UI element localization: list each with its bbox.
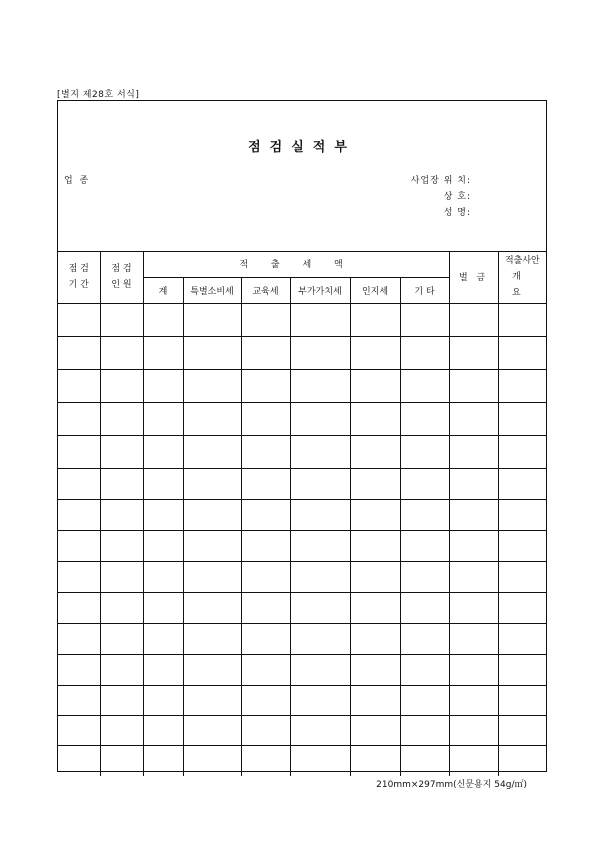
table-cell[interactable]: [449, 530, 498, 561]
table-row: [58, 336, 546, 369]
table-cell[interactable]: [100, 715, 143, 745]
table-cell[interactable]: [143, 654, 183, 685]
table-row: [58, 530, 546, 561]
table-cell[interactable]: [100, 468, 143, 499]
table-cell[interactable]: [143, 468, 183, 499]
table-cell[interactable]: [100, 499, 143, 530]
table-row: [58, 303, 546, 336]
table-cell[interactable]: [498, 369, 546, 402]
table-cell[interactable]: [400, 435, 449, 468]
table-cell[interactable]: [290, 561, 350, 592]
business-location-label: 사업장 위 치:: [410, 176, 471, 186]
header-special-consumption-tax: 특별소비세: [183, 277, 241, 303]
page-title: 점검실적부: [248, 140, 356, 155]
table-cell[interactable]: [100, 623, 143, 654]
table-cell[interactable]: [100, 592, 143, 623]
table-cell[interactable]: [290, 745, 350, 776]
table-cell[interactable]: [400, 303, 449, 336]
header-detection-summary: 적출사안 개 요: [498, 251, 546, 303]
table-row: [58, 685, 546, 715]
header-vat: 부가가치세: [290, 277, 350, 303]
table-cell[interactable]: [143, 303, 183, 336]
table-cell[interactable]: [58, 402, 100, 435]
table-cell[interactable]: [350, 303, 400, 336]
table-cell[interactable]: [350, 685, 400, 715]
table-cell[interactable]: [58, 592, 100, 623]
table-cell[interactable]: [449, 654, 498, 685]
table-cell[interactable]: [400, 561, 449, 592]
table-cell[interactable]: [183, 685, 241, 715]
table-cell[interactable]: [143, 499, 183, 530]
table-cell[interactable]: [58, 530, 100, 561]
table-cell[interactable]: [290, 402, 350, 435]
table-row: [58, 654, 546, 685]
table-cell[interactable]: [241, 303, 290, 336]
table-cell[interactable]: [100, 654, 143, 685]
table-cell[interactable]: [241, 435, 290, 468]
table-cell[interactable]: [449, 303, 498, 336]
table-cell[interactable]: [183, 499, 241, 530]
header-stamp-tax: 인지세: [350, 277, 400, 303]
table-cell[interactable]: [100, 561, 143, 592]
table-cell[interactable]: [498, 745, 546, 776]
table-cell[interactable]: [290, 715, 350, 745]
table-cell[interactable]: [498, 336, 546, 369]
table-cell[interactable]: [290, 369, 350, 402]
table-cell[interactable]: [241, 561, 290, 592]
table-cell[interactable]: [183, 530, 241, 561]
table-cell[interactable]: [241, 745, 290, 776]
table-cell[interactable]: [241, 402, 290, 435]
table-cell[interactable]: [143, 745, 183, 776]
table-cell[interactable]: [100, 369, 143, 402]
table-cell[interactable]: [350, 468, 400, 499]
table-row: [58, 402, 546, 435]
header-education-tax: 교육세: [241, 277, 290, 303]
table-cell[interactable]: [290, 530, 350, 561]
table-cell[interactable]: [58, 303, 100, 336]
table-cell[interactable]: [58, 468, 100, 499]
table-cell[interactable]: [498, 592, 546, 623]
table-cell[interactable]: [143, 592, 183, 623]
table-cell[interactable]: [183, 303, 241, 336]
table-cell[interactable]: [350, 336, 400, 369]
inspection-record-table: [58, 251, 546, 776]
table-row: [58, 715, 546, 745]
table-cell[interactable]: [183, 336, 241, 369]
table-cell[interactable]: [241, 623, 290, 654]
table-cell[interactable]: [449, 745, 498, 776]
table-cell[interactable]: [183, 468, 241, 499]
table-cell[interactable]: [241, 369, 290, 402]
table-cell[interactable]: [350, 402, 400, 435]
header-detected-tax: 적 출 세 액: [143, 251, 449, 277]
table-cell[interactable]: [498, 654, 546, 685]
table-cell[interactable]: [100, 435, 143, 468]
table-cell[interactable]: [498, 468, 546, 499]
table-cell[interactable]: [143, 369, 183, 402]
table-cell[interactable]: [241, 499, 290, 530]
table-row: [58, 499, 546, 530]
table-cell[interactable]: [143, 435, 183, 468]
table-cell[interactable]: [241, 468, 290, 499]
table-row: [58, 369, 546, 402]
table-cell[interactable]: [241, 654, 290, 685]
table-cell[interactable]: [143, 402, 183, 435]
table-cell[interactable]: [350, 592, 400, 623]
table-cell[interactable]: [449, 685, 498, 715]
table-cell[interactable]: [143, 561, 183, 592]
table-cell[interactable]: [58, 336, 100, 369]
table-cell[interactable]: [183, 402, 241, 435]
table-cell[interactable]: [400, 336, 449, 369]
table-cell[interactable]: [498, 715, 546, 745]
table-row: [58, 561, 546, 592]
table-cell[interactable]: [143, 623, 183, 654]
table-cell[interactable]: [498, 402, 546, 435]
header-inspection-period: 점 검 기 간: [58, 251, 100, 303]
header-other: 기 타: [400, 277, 449, 303]
table-cell[interactable]: [290, 592, 350, 623]
table-cell[interactable]: [400, 530, 449, 561]
table-cell[interactable]: [183, 561, 241, 592]
table-cell[interactable]: [183, 715, 241, 745]
table-cell[interactable]: [183, 623, 241, 654]
table-cell[interactable]: [58, 623, 100, 654]
table-cell[interactable]: [449, 369, 498, 402]
table-cell[interactable]: [350, 623, 400, 654]
table-cell[interactable]: [58, 745, 100, 776]
table-cell[interactable]: [400, 745, 449, 776]
table-cell[interactable]: [241, 530, 290, 561]
table-cell[interactable]: [290, 499, 350, 530]
table-cell[interactable]: [449, 623, 498, 654]
table-cell[interactable]: [400, 685, 449, 715]
table-cell[interactable]: [400, 592, 449, 623]
table-row: [58, 623, 546, 654]
table-cell[interactable]: [241, 715, 290, 745]
table-cell[interactable]: [290, 303, 350, 336]
header-total: 계: [143, 277, 183, 303]
table-cell[interactable]: [143, 715, 183, 745]
table-cell[interactable]: [400, 654, 449, 685]
table-cell[interactable]: [143, 685, 183, 715]
table-cell[interactable]: [498, 499, 546, 530]
table-cell[interactable]: [498, 303, 546, 336]
owner-name-label: 성 명:: [443, 208, 471, 218]
header-inspection-staff: 점 검 인 원: [100, 251, 143, 303]
table-cell[interactable]: [183, 369, 241, 402]
table-cell[interactable]: [449, 336, 498, 369]
table-cell[interactable]: [241, 336, 290, 369]
table-cell[interactable]: [498, 685, 546, 715]
trade-name-label: 상 호:: [443, 192, 471, 202]
table-cell[interactable]: [449, 402, 498, 435]
table-cell[interactable]: [350, 530, 400, 561]
table-cell[interactable]: [449, 561, 498, 592]
table-cell[interactable]: [449, 435, 498, 468]
table-cell[interactable]: [100, 745, 143, 776]
table-cell[interactable]: [449, 499, 498, 530]
table-cell[interactable]: [183, 745, 241, 776]
table-cell[interactable]: [143, 530, 183, 561]
table-cell[interactable]: [290, 685, 350, 715]
table-cell[interactable]: [498, 435, 546, 468]
table-cell[interactable]: [58, 654, 100, 685]
paper-size-note: 210mm×297mm(신문용지 54g/㎡): [376, 780, 527, 790]
table-cell[interactable]: [58, 715, 100, 745]
table-cell[interactable]: [350, 561, 400, 592]
table-cell[interactable]: [400, 715, 449, 745]
table-cell[interactable]: [400, 402, 449, 435]
table-cell[interactable]: [400, 369, 449, 402]
table-cell[interactable]: [350, 715, 400, 745]
table-cell[interactable]: [58, 685, 100, 715]
form-number-label: [별지 제28호 서식]: [57, 90, 140, 100]
table-cell[interactable]: [498, 561, 546, 592]
form-frame: [57, 100, 547, 772]
table-cell[interactable]: [400, 499, 449, 530]
table-cell[interactable]: [350, 745, 400, 776]
table-cell[interactable]: [449, 468, 498, 499]
table-cell[interactable]: [350, 654, 400, 685]
table-cell[interactable]: [100, 303, 143, 336]
table-cell[interactable]: [290, 468, 350, 499]
table-cell[interactable]: [290, 336, 350, 369]
table-cell[interactable]: [183, 592, 241, 623]
table-cell[interactable]: [241, 592, 290, 623]
table-cell[interactable]: [290, 435, 350, 468]
table-row: [58, 435, 546, 468]
table-row: [58, 745, 546, 776]
table-cell[interactable]: [290, 623, 350, 654]
table-cell[interactable]: [449, 592, 498, 623]
form-header: [58, 101, 546, 252]
table-cell[interactable]: [183, 435, 241, 468]
table-cell[interactable]: [290, 654, 350, 685]
table-cell[interactable]: [350, 435, 400, 468]
table-cell[interactable]: [449, 715, 498, 745]
table-cell[interactable]: [100, 336, 143, 369]
table-cell[interactable]: [183, 654, 241, 685]
table-cell[interactable]: [400, 623, 449, 654]
table-cell[interactable]: [58, 369, 100, 402]
table-cell[interactable]: [498, 530, 546, 561]
table-cell[interactable]: [58, 561, 100, 592]
table-row: [58, 468, 546, 499]
table-cell[interactable]: [58, 499, 100, 530]
table-cell[interactable]: [58, 435, 100, 468]
table-cell[interactable]: [400, 468, 449, 499]
table-cell[interactable]: [241, 685, 290, 715]
table-cell[interactable]: [100, 402, 143, 435]
table-row: [58, 592, 546, 623]
table-cell[interactable]: [498, 623, 546, 654]
industry-label: 업 종: [64, 176, 91, 186]
table-cell[interactable]: [100, 530, 143, 561]
table-cell[interactable]: [100, 685, 143, 715]
table-cell[interactable]: [350, 369, 400, 402]
header-fine: 벌 금: [449, 251, 498, 303]
table-cell[interactable]: [143, 336, 183, 369]
table-cell[interactable]: [350, 499, 400, 530]
